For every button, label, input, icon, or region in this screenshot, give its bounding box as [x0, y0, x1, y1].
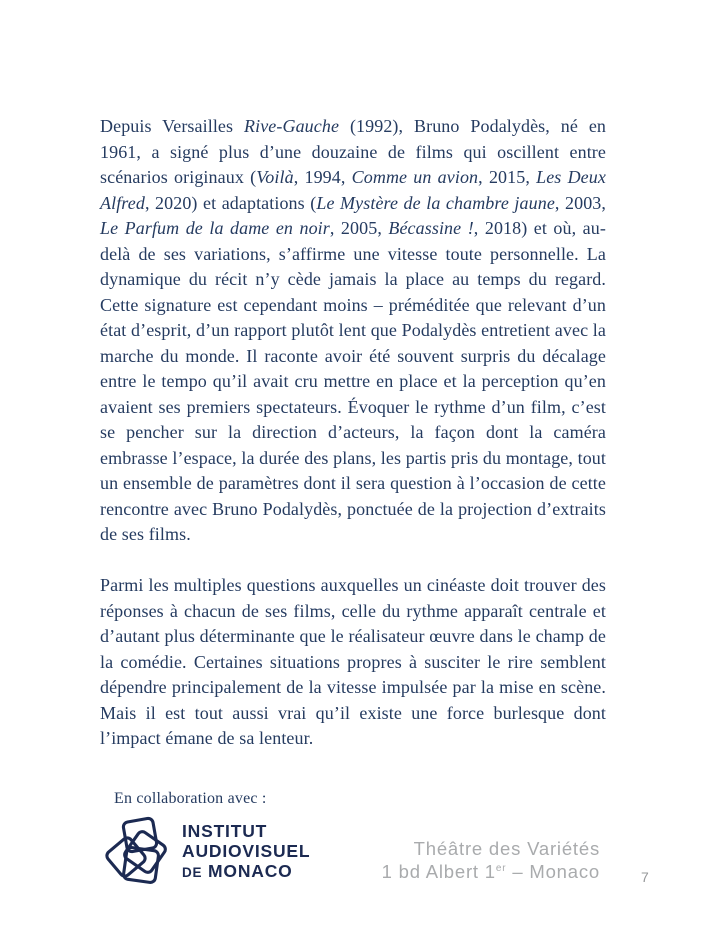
collaboration-label: En collaboration avec :	[114, 790, 267, 807]
paragraph-rhythm: Parmi les multiples questions auxquelles un cinéaste doit trouver des réponses à chacun de ses films, celle du rythme apparaît centrale et d’autant plus déterminante que le réalisateur œuvre dans le champ de la comédie. Certaines situations propres à susciter le rire semblent dépendre principalement de la vitesse impulsée par la mise en scène. Mais il est tout aussi vrai qu’il existe une force burlesque dont l’impact émane de sa lenteur.	[100, 575, 606, 748]
venue-street-ordinal: er	[495, 862, 507, 874]
paragraph-biography: Depuis Versailles Rive-Gauche (1992), Bruno Podalydès, né en 1961, a signé plus d’une douzaine de films qui oscillent entre scénarios originaux (Voilà, 1994, Comme un avion, 2015, Les Deux Alfred, 2020) et adaptations (Le Mystère de la chambre jaune, 2003, Le Parfum de la dame en noir, 2005, Bécassine !, 2018) et où, au-delà de ses variations, s’affirme une vitesse toute personnelle. La dynamique du récit n’y cède jamais la place au temps du regard. Cette signature est cependant moins – préméditée que relevant d’un état d’esprit, d’un rapport plutôt lent que Podalydès entretient avec la marche du monde. Il raconte avoir été souvent surpris du décalage entre le tempo qu’il avait cru mettre en place et la perception qu’en avaient ses premiers spectateurs. Évoquer le rythme d’un film, c’est se pencher sur la direction d’acteurs, la façon dont la caméra embrasse l’espace, la durée des plans, les partis pris du montage, tout un ensemble de paramètres dont il sera question à l’occasion de cette rencontre avec Bruno Podalydès, ponctuée de la projection d’extraits de ses films.	[100, 116, 607, 544]
tumbling-frames-icon	[103, 815, 173, 889]
logo-de-text: DE	[182, 865, 203, 880]
logo-line-de-monaco	[182, 861, 310, 883]
venue-name: Théâtre des Variétés	[413, 838, 600, 859]
logo-line-institut: INSTITUT	[182, 821, 268, 841]
institut-audiovisuel-monaco-logo	[103, 815, 310, 889]
venue-street-prefix: 1 bd Albert 1	[381, 861, 496, 882]
logo-monaco-text: MONACO	[208, 861, 293, 881]
venue-street-suffix: – Monaco	[506, 861, 600, 882]
venue-address	[382, 837, 600, 883]
page-number: 7	[641, 869, 649, 885]
logo-line-audiovisuel: AUDIOVISUEL	[182, 841, 311, 861]
logo-wordmark	[182, 821, 310, 883]
venue-street	[382, 860, 600, 883]
article-text	[100, 114, 606, 752]
